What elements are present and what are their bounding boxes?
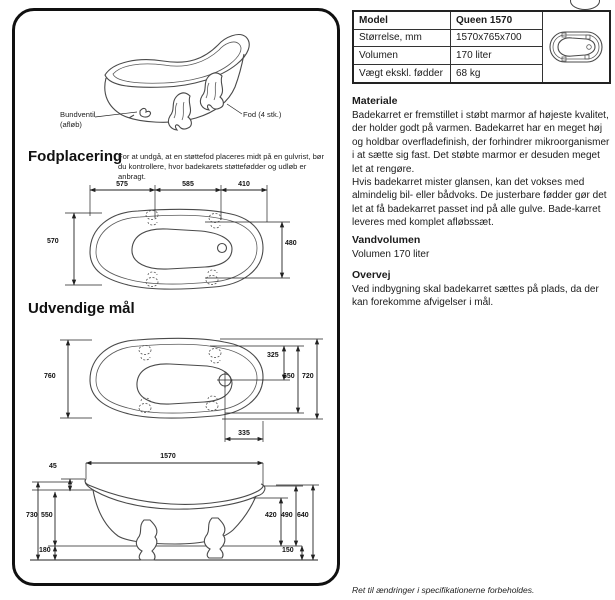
dim-760: 760 — [44, 373, 56, 380]
foot-placement-diagram — [30, 182, 322, 307]
foot-leader-line — [227, 104, 242, 114]
foot-label: Fod (4 stk.) — [243, 110, 282, 119]
vandvolumen-section — [352, 234, 611, 261]
fodplacering-title: Fodplacering — [28, 148, 123, 165]
udvendige-title: Udvendige mål — [28, 300, 135, 317]
materiale-title: Materiale — [352, 95, 398, 107]
dim-640: 640 — [297, 512, 309, 519]
materiale-paragraph-2: Hvis badekarret mister glansen, kan det vokses med almindelig bil- eller bådvoks. De justerbare fødder gør det let at få badekarret passet ind på alle gulve. Bade-karret leveres med komplet afløbssæt. — [352, 177, 607, 229]
outer-dimensions-top-view — [40, 328, 330, 456]
drain-label: Bundventil — [60, 110, 96, 119]
dim-150: 150 — [282, 547, 294, 554]
spec-label: Vægt ekskl. fødder — [354, 65, 451, 83]
dim-180: 180 — [39, 547, 51, 554]
tub-rim-profile — [85, 479, 265, 509]
dim-650: 650 — [283, 373, 295, 380]
materiale-section — [352, 95, 611, 230]
materiale-paragraph-1: Badekarret er fremstillet i støbt marmor af højeste kvalitet, der holder godt på varmen. Badekarret har en meget høj og holdbar overfladefinish, der forhindrer mikroorganismer i at sætte sig fast. Det støbte marmor er desuden meget let at rengøre. — [352, 110, 610, 175]
spec-value: 170 liter — [451, 47, 543, 65]
dim-575: 575 — [116, 181, 128, 188]
claw-foot — [136, 520, 157, 560]
dim-585: 585 — [182, 181, 194, 188]
drain-leader-line — [95, 112, 137, 117]
overvej-title: Overvej — [352, 269, 391, 281]
side-view-diagram — [25, 448, 325, 566]
tub-outline — [90, 209, 263, 289]
dim-1570: 1570 — [160, 453, 176, 460]
tub-rim-outer — [105, 35, 249, 88]
dim-325: 325 — [267, 352, 279, 359]
drain-squiggle — [129, 108, 150, 118]
dim-570: 570 — [47, 238, 59, 245]
vandvolumen-title: Vandvolumen — [352, 234, 421, 246]
dim-45: 45 — [49, 463, 57, 470]
brand-badge — [570, 0, 600, 10]
overvej-body: Ved indbygning skal badekarret sættes på plads, da der kan forekomme afvigelser i mål. — [352, 284, 599, 309]
vandvolumen-body: Volumen 170 liter — [352, 249, 430, 260]
claw-foot — [168, 93, 191, 130]
spec-value: Queen 1570 — [451, 12, 543, 30]
dim-420: 420 — [265, 512, 277, 519]
drain-label-2: (afløb) — [60, 120, 82, 129]
overvej-section — [352, 269, 611, 310]
dim-490: 490 — [281, 512, 293, 519]
dim-480: 480 — [285, 240, 297, 247]
footer-disclaimer: Ret til ændringer i specifikationerne forbeholdes. — [352, 585, 535, 595]
spec-value: 68 kg — [451, 65, 543, 83]
dim-335: 335 — [238, 430, 250, 437]
tub-top-view-icon — [543, 12, 609, 82]
spec-table — [352, 10, 611, 84]
dim-730: 730 — [26, 512, 38, 519]
spec-label: Størrelse, mm — [354, 30, 451, 48]
dim-720: 720 — [302, 373, 314, 380]
bathtub-perspective-drawing — [20, 18, 332, 158]
fodplacering-note: For at undgå, at en støttefod placeres midt på en gulvrist, bør du kontrollere, hvor badekarets støttefødder og udløb er anbragt. — [118, 152, 324, 181]
tub-outline — [90, 338, 263, 418]
spec-value: 1570x765x700 — [451, 30, 543, 48]
dim-550: 550 — [41, 512, 53, 519]
dim-410: 410 — [238, 181, 250, 188]
spec-label: Volumen — [354, 47, 451, 65]
spec-label: Model — [354, 12, 451, 30]
